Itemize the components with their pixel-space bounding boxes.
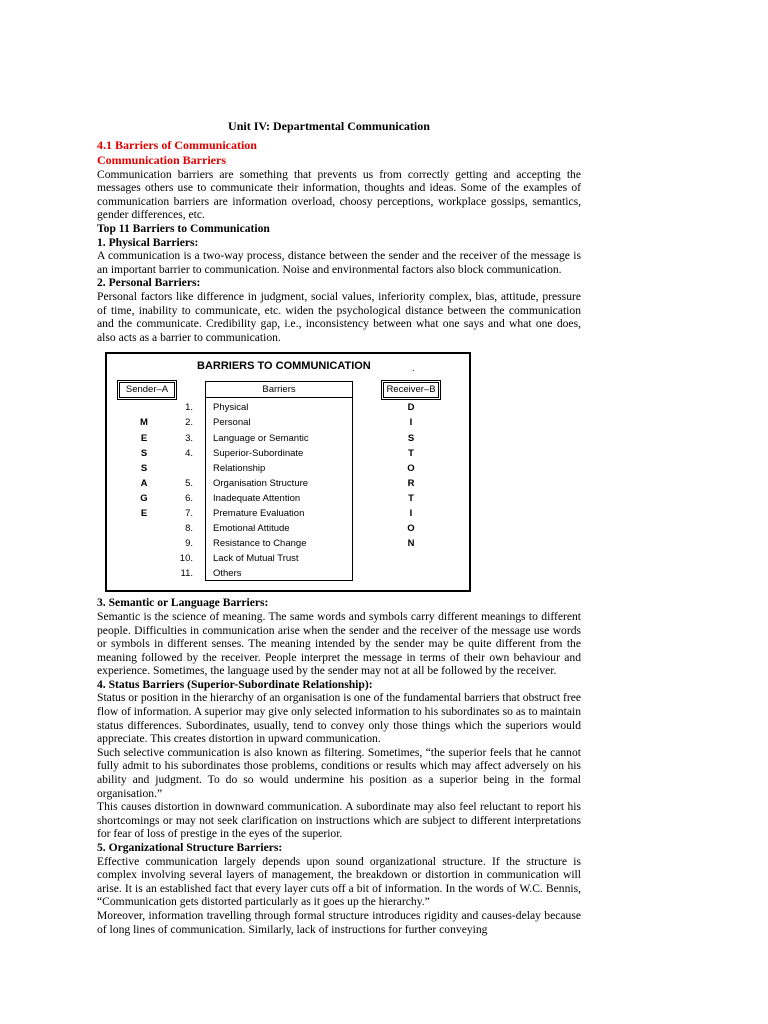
physical-barriers-text: A communication is a two-way process, distance between the sender and the receiver of the message is an important barrier to communication. Noise and environmental factors also block communication. (97, 249, 581, 276)
message-letter: A (140, 477, 148, 489)
sender-box: Sender–A (119, 382, 175, 398)
barrier-number: 5. (185, 477, 193, 489)
diagram-title: BARRIERS TO COMMUNICATION (197, 360, 371, 373)
personal-barriers-heading: 2. Personal Barriers: (97, 276, 201, 290)
distortion-letter: T (408, 492, 414, 504)
status-barriers-text-1: Status or position in the hierarchy of an organisation is one of the fundamental barriers that obstruct free flow of information. A superior may give only selected information to his subordinates so as to maintain status differences. Subordinates, usually, tend to convey only those things which the superiors would appreciate. This creates distortion in upward communication. (97, 691, 581, 746)
section-title: 4.1 Barriers of Communication (97, 137, 257, 152)
barriers-header: Barriers (206, 382, 352, 398)
barrier-number: 7. (185, 508, 193, 519)
barrier-number (173, 461, 193, 476)
organizational-barriers-text-1: Effective communication largely depends upon sound organizational structure. If the structure is complex involving several layers of management, the breakdown or distortion in communication will arise. It is an established fact that every layer cuts off a bit of information. In the words of W.C. Bennis, “Communication gets distorted particularly as it goes up the hierarchy.” (97, 854, 581, 909)
barrier-label: Relationship (213, 462, 266, 474)
barrier-number: 11. (180, 568, 193, 580)
barrier-label: Inadequate Attention (213, 492, 301, 504)
barrier-label: Physical (213, 402, 249, 414)
barriers-diagram (105, 352, 471, 592)
message-letter: S (140, 447, 148, 459)
subsection-title: Communication Barriers (97, 152, 226, 167)
barrier-label: Others (213, 568, 242, 580)
barrier-label: Superior-Subordinate (213, 447, 304, 459)
organizational-barriers-text-2: Moreover, information travelling through formal structure introduces rigidity and causes-delay because of long lines of communication. Similarly, lack of instructions for further conveying (97, 908, 581, 936)
barrier-number: 10. (179, 553, 193, 565)
physical-barriers-heading: 1. Physical Barriers: (97, 235, 199, 249)
distortion-letter: I (409, 508, 413, 519)
message-letter: E (140, 508, 148, 519)
distortion-letter: I (409, 417, 413, 429)
barrier-label: Emotional Attitude (213, 523, 290, 535)
distortion-letter: R (407, 477, 415, 489)
distortion-letter: N (407, 538, 415, 550)
message-letter: S (140, 462, 148, 474)
barrier-number: 1. (185, 402, 193, 414)
barrier-label: Personal (213, 417, 251, 429)
unit-title: Unit IV: Departmental Communication (228, 119, 430, 133)
barrier-label: Language or Semantic (213, 432, 309, 444)
barrier-number: 2. (185, 417, 193, 429)
intro-paragraph: Communication barriers are something that prevents us from correctly getting and accepting the messages others use to communicate their information, thoughts and ideas. Some of the examples of communication barriers are information overload, choosy perceptions, workplace gossips, semantics, gender differences, etc. (97, 167, 581, 222)
barrier-number: 6. (185, 492, 193, 504)
barrier-number: 9. (185, 538, 193, 550)
message-letter: E (140, 432, 148, 444)
status-barriers-text-3: This causes distortion in downward communication. A subordinate may also feel reluctant to report his shortcomings or may not seek clarification on instructions which are subject to different interpretations for fear of loss of prestige in the eyes of the superior. (97, 800, 581, 841)
document-page (97, 120, 581, 936)
distortion-letter: O (407, 462, 415, 474)
distortion-letter: S (407, 432, 415, 444)
barrier-number: 4. (185, 447, 193, 459)
status-barriers-heading: 4. Status Barriers (Superior-Subordinate Relationship): (97, 677, 373, 691)
semantic-barriers-text: Semantic is the science of meaning. The same words and symbols carry different meanings to different people. Difficulties in communication arise when the sender and the receiver of the message use words or symbols in different senses. The meaning intended by the sender may be quite different from the meaning followed by the receiver. People interpret the message in terms of their own behaviour and experience. Sometimes, the language used by the sender may not at all be followed by the receiver. (97, 609, 581, 678)
barrier-label: Premature Evaluation (213, 508, 305, 519)
barrier-number: 3. (185, 432, 193, 444)
barrier-label: Organisation Structure (213, 477, 309, 489)
barrier-number: 8. (185, 523, 193, 535)
distortion-letter: D (407, 402, 415, 414)
receiver-box: Receiver–B (383, 382, 439, 398)
message-letter: G (140, 492, 148, 504)
status-barriers-text-2: Such selective communication is also known as filtering. Sometimes, “the superior feels that he cannot fully admit to his subordinates those problems, conditions or results which may affect adversely on his ability and judgment. To do so would undermine his position as a superior being in the formal organisation.” (97, 745, 581, 800)
message-letter: M (140, 417, 148, 429)
barrier-label: Resistance to Change (213, 538, 307, 550)
barrier-label: Lack of Mutual Trust (213, 553, 299, 565)
semantic-barriers-heading: 3. Semantic or Language Barriers: (97, 596, 269, 610)
top-barriers-heading: Top 11 Barriers to Communication (97, 221, 270, 235)
diagram-dot: . (412, 363, 415, 374)
personal-barriers-text: Personal factors like difference in judgment, social values, inferiority complex, bias, attitude, pressure of time, inability to communicate, etc. widen the psychological distance between the communication and the communicate. Credibility gap, i.e., inconsistency between what one says and what one does, also acts as a barrier to communication. (97, 289, 581, 344)
distortion-letter: O (407, 523, 415, 535)
distortion-letter: T (408, 447, 414, 459)
organizational-barriers-heading: 5. Organizational Structure Barriers: (97, 841, 283, 854)
